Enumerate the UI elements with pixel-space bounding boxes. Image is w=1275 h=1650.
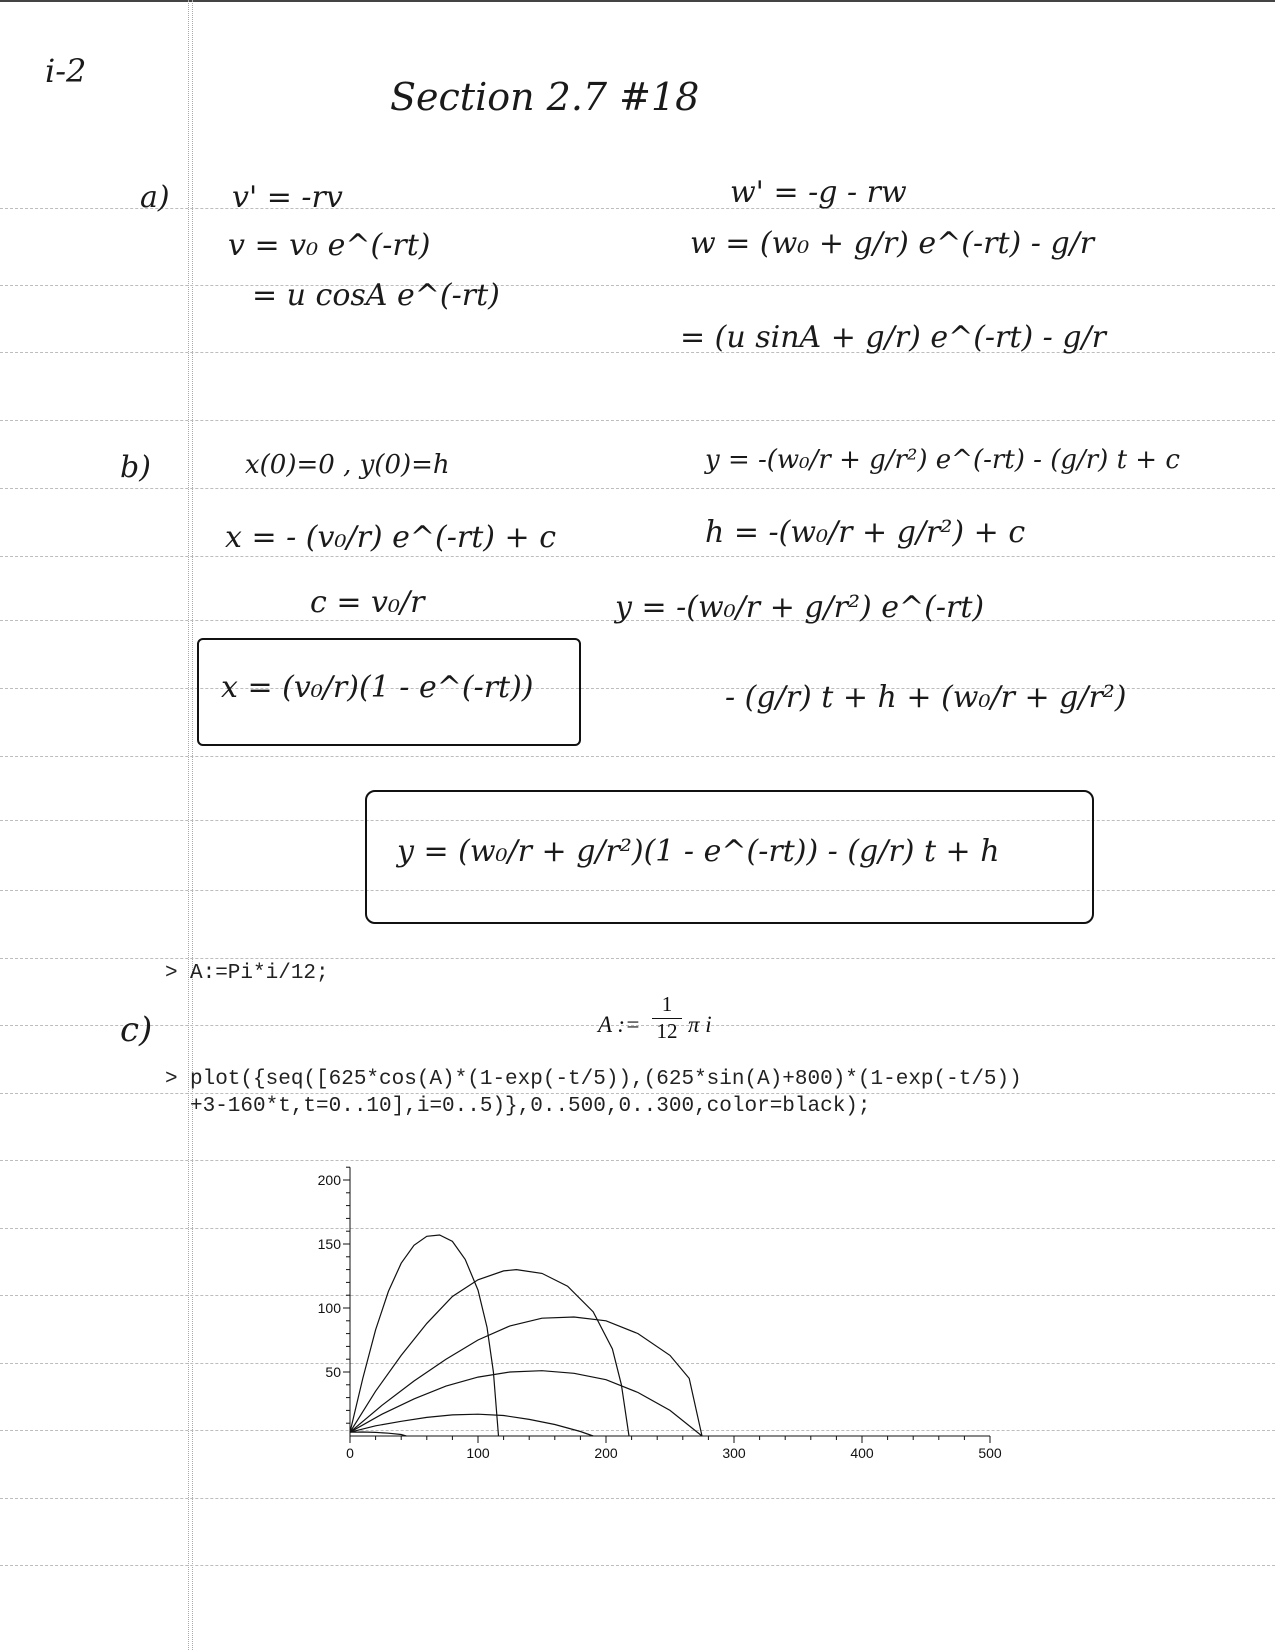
ruled-line <box>0 285 1275 286</box>
x-tick-label: 0 <box>346 1445 354 1461</box>
part-a-right-line-2: w = (w₀ + g/r) e^(-rt) - g/r <box>690 226 1095 261</box>
part-b-left-line-1: x = - (v₀/r) e^(-rt) + c <box>225 520 557 555</box>
ruled-line <box>0 1565 1275 1566</box>
boxed-y-result <box>365 790 1094 924</box>
page-title: Section 2.7 #18 <box>390 75 700 119</box>
initial-conditions: x(0)=0 , y(0)=h <box>245 450 450 480</box>
page-label: i-2 <box>45 52 87 90</box>
ruled-line <box>0 1093 1275 1094</box>
part-a-left-line-2: v = v₀ e^(-rt) <box>228 228 431 263</box>
maple-output-rhs: π i <box>688 1012 712 1037</box>
y-tick-label: 200 <box>317 1172 341 1188</box>
ruled-line <box>0 556 1275 557</box>
fraction-numerator: 1 <box>661 992 673 1016</box>
part-b-right-line-1: y = -(w₀/r + g/r²) e^(-rt) - (g/r) t + c <box>705 445 1180 475</box>
maple-command-2-line-1: plot({seq([625*cos(A)*(1-exp(-t/5)),(625*sin(A)+800)*(1-exp(-t/5)) <box>190 1068 1022 1091</box>
trajectory-curve-i0 <box>350 1432 406 1436</box>
part-b-right-line-3: y = -(w₀/r + g/r²) e^(-rt) <box>615 590 985 625</box>
trajectory-curve-i2 <box>350 1371 702 1436</box>
maple-output-lhs: A := <box>598 1012 641 1037</box>
part-a-right-line-1: w' = -g - rw <box>730 175 907 210</box>
maple-command-2-line-2: +3-160*t,t=0..10],i=0..5)},0..500,0..300,color=black); <box>190 1095 871 1118</box>
ruled-line <box>0 420 1275 421</box>
part-a-left-line-1: v' = -rv <box>232 180 343 215</box>
trajectory-plot <box>290 1150 1010 1470</box>
y-tick-label: 100 <box>317 1300 341 1316</box>
trajectory-curve-i4 <box>350 1270 629 1436</box>
maple-command-1: A:=Pi*i/12; <box>190 962 329 985</box>
trajectory-curve-i5 <box>350 1235 499 1436</box>
ruled-line <box>0 1498 1275 1499</box>
maple-prompt-1: > <box>165 962 178 985</box>
y-tick-label: 150 <box>317 1236 341 1252</box>
part-a-right-line-3: = (u sinA + g/r) e^(-rt) - g/r <box>680 320 1107 355</box>
ruled-line <box>0 208 1275 209</box>
ruled-line <box>0 488 1275 489</box>
x-tick-label: 400 <box>850 1445 874 1461</box>
x-tick-label: 100 <box>466 1445 490 1461</box>
y-tick-label: 50 <box>325 1364 341 1380</box>
part-b-marker: b) <box>120 450 151 485</box>
part-b-right-line-4: - (g/r) t + h + (w₀/r + g/r²) <box>725 680 1127 715</box>
part-b-right-line-2: h = -(w₀/r + g/r²) + c <box>705 515 1026 550</box>
part-a-marker: a) <box>140 180 170 215</box>
boxed-x-equation: x = (v₀/r)(1 - e^(-rt)) <box>221 670 534 705</box>
margin-line <box>188 0 193 1650</box>
boxed-y-equation: y = (w₀/r + g/r²)(1 - e^(-rt)) - (g/r) t + h <box>397 834 1000 869</box>
x-tick-label: 500 <box>978 1445 1002 1461</box>
ruled-line <box>0 958 1275 959</box>
part-b-left-line-2: c = v₀/r <box>310 585 425 620</box>
x-tick-label: 200 <box>594 1445 618 1461</box>
boxed-x-result <box>197 638 581 746</box>
trajectory-curve-i3 <box>350 1317 702 1436</box>
part-a-left-line-3: = u cosA e^(-rt) <box>252 278 500 313</box>
part-c-marker: c) <box>120 1010 153 1050</box>
ruled-line <box>0 756 1275 757</box>
maple-output-fraction <box>652 992 682 1044</box>
fraction-denominator: 12 <box>652 1018 682 1044</box>
x-tick-label: 300 <box>722 1445 746 1461</box>
maple-prompt-2: > <box>165 1068 178 1091</box>
